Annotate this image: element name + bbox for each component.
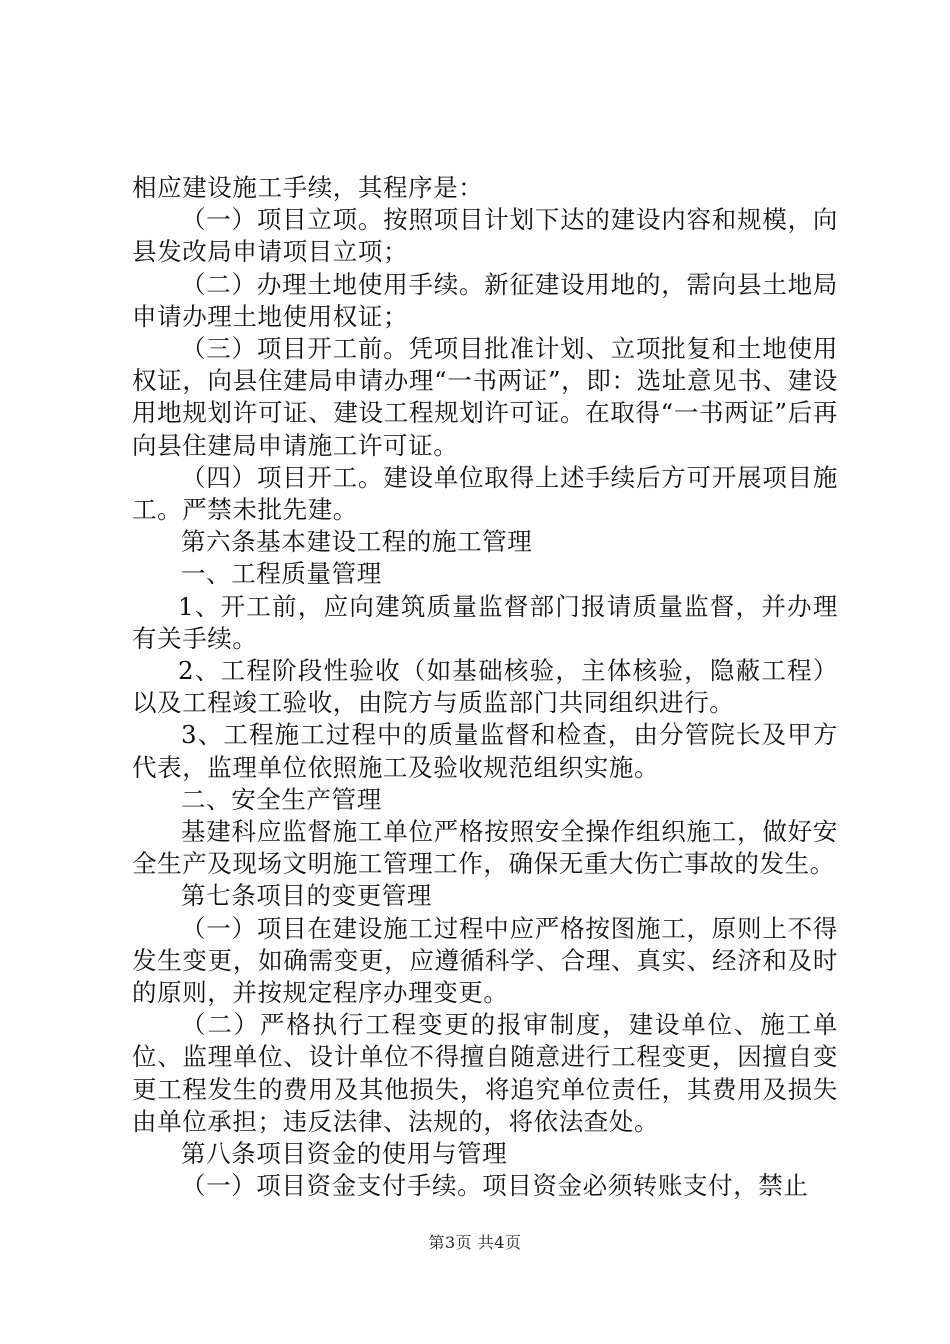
document-body xyxy=(132,172,838,1203)
paragraph-change-1: （一）项目在建设施工过程中应严格按图施工，原则上不得发生变更，如确需变更，应遵循科学、合理、真实、经济和及时的原则，并按规定程序办理变更。 xyxy=(132,913,838,1008)
paragraph-quality-2: 2、工程阶段性验收（如基础核验，主体核验，隐蔽工程）以及工程竣工验收，由院方与质监部门共同组织进行。 xyxy=(132,656,838,718)
paragraph-quality-3: 3、工程施工过程中的质量监督和检查，由分管院长及甲方代表，监理单位依照施工及验收规范组织实施。 xyxy=(132,720,838,782)
paragraph-procedure-intro: 相应建设施工手续，其程序是： xyxy=(132,173,484,202)
paragraph-step-3: （三）项目开工前。凭项目批准计划、立项批复和土地使用权证，向县住建局申请办理“一书两证”，即：选址意见书、建设用地规划许可证、建设工程规划许可证。在取得“一书两证”后再向县住建局申请施工许可证。 xyxy=(132,334,838,460)
heading-article-6: 第六条基本建设工程的施工管理 xyxy=(181,527,533,557)
heading-quality-management: 一、工程质量管理 xyxy=(181,559,382,589)
page-number-footer: 第3页 共4页 xyxy=(428,1233,522,1252)
heading-article-8: 第八条项目资金的使用与管理 xyxy=(181,1139,508,1169)
paragraph-quality-1: 1、开工前，应向建筑质量监督部门报请质量监督，并办理有关手续。 xyxy=(132,591,838,653)
paragraph-safety: 基建科应监督施工单位严格按照安全操作组织施工，做好安全生产及现场文明施工管理工作，确保无重大伤亡事故的发生。 xyxy=(132,817,838,879)
paragraph-change-2: （二）严格执行工程变更的报审制度，建设单位、施工单位、监理单位、设计单位不得擅自随意进行工程变更，因擅自变更工程发生的费用及其他损失，将追究单位责任，其费用及损失由单位承担；违反法律、法规的，将依法查处。 xyxy=(132,1010,838,1136)
heading-safety-management: 二、安全生产管理 xyxy=(181,784,382,814)
heading-article-7: 第七条项目的变更管理 xyxy=(181,881,432,911)
paragraph-step-1: （一）项目立项。按照项目计划下达的建设内容和规模，向县发改局申请项目立项； xyxy=(132,205,838,267)
paragraph-funds-1: （一）项目资金支付手续。项目资金必须转账支付，禁止 xyxy=(181,1171,809,1201)
paragraph-step-2: （二）办理土地使用手续。新征建设用地的，需向县土地局申请办理土地使用权证； xyxy=(132,269,838,331)
paragraph-step-4: （四）项目开工。建设单位取得上述手续后方可开展项目施工。严禁未批先建。 xyxy=(132,462,838,525)
